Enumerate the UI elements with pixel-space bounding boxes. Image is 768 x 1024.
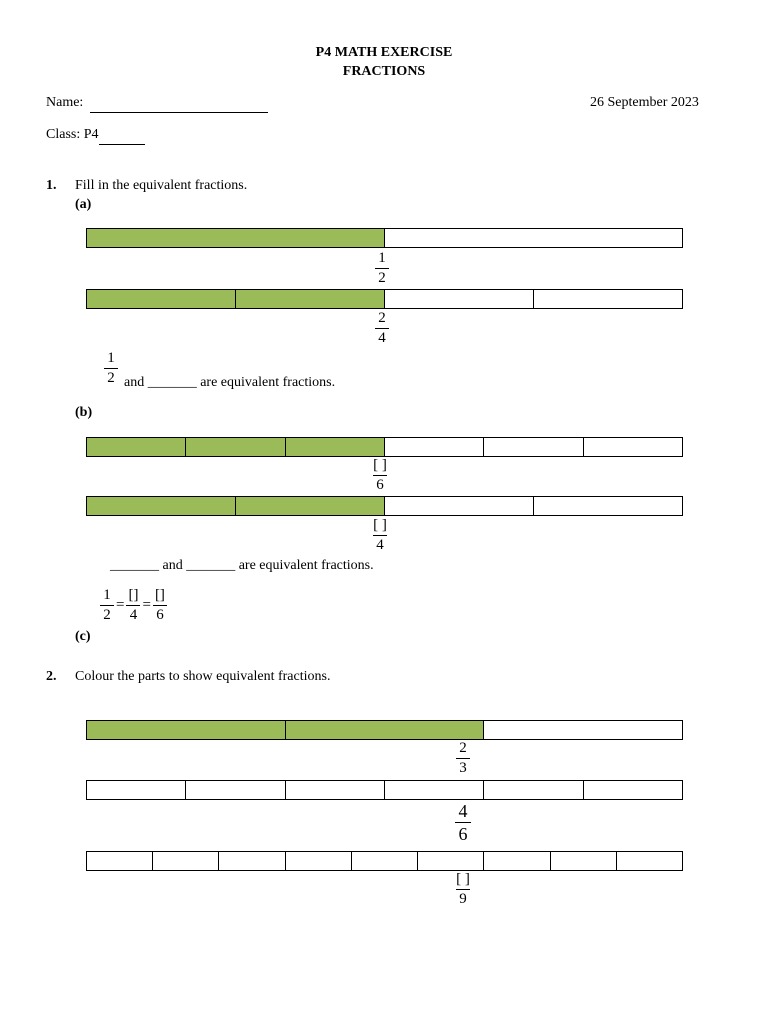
unshaded-part <box>385 229 682 247</box>
q2-fraction-two-thirds <box>456 740 470 777</box>
fraction-bar <box>456 889 470 890</box>
fraction-bar <box>104 368 118 369</box>
shaded-part <box>186 438 285 456</box>
q1-number: 1. <box>46 178 57 193</box>
fraction-bar <box>375 268 389 269</box>
fraction-numerator: 1 <box>378 250 386 266</box>
unshaded-part <box>385 438 484 456</box>
unshaded-part[interactable] <box>385 781 484 799</box>
unshaded-part[interactable] <box>551 852 617 870</box>
fraction-bar <box>455 822 471 823</box>
q1a-bar-quarters <box>86 289 683 309</box>
q1b-label: (b) <box>75 405 93 420</box>
unshaded-part[interactable] <box>418 852 484 870</box>
fraction-denominator: 4 <box>376 537 384 553</box>
q1a-bar-halves <box>86 228 683 248</box>
fraction-numerator: 1 <box>103 587 111 603</box>
shaded-part <box>87 721 286 739</box>
unshaded-part <box>534 290 682 308</box>
statement-text: are equivalent fractions. <box>238 558 374 573</box>
and-text: and <box>162 558 183 573</box>
unshaded-part <box>584 438 682 456</box>
fraction-numerator-blank[interactable]: [] <box>154 587 165 603</box>
shaded-part <box>87 438 186 456</box>
fraction-denominator: 3 <box>459 760 467 776</box>
fraction-denominator: 2 <box>103 607 111 623</box>
unshaded-part[interactable] <box>484 852 550 870</box>
class-label: Class: P4 <box>46 127 99 142</box>
q2-fraction-four-sixths <box>455 801 471 844</box>
fraction-numerator-blank[interactable]: [] <box>128 587 139 603</box>
equation-fraction-1 <box>100 587 114 624</box>
fraction-denominator: 4 <box>129 607 138 623</box>
fraction-denominator: 6 <box>458 824 468 844</box>
q1b-fraction-sixths <box>373 457 387 494</box>
q1a-label: (a) <box>75 197 92 212</box>
fraction-numerator: 1 <box>107 350 115 366</box>
fraction-numerator-blank[interactable]: [ ] <box>456 871 470 887</box>
equation-fraction-3 <box>153 587 167 624</box>
shaded-part <box>286 721 485 739</box>
unshaded-part[interactable] <box>352 852 418 870</box>
shaded-part <box>236 290 385 308</box>
q1b-fraction-quarters <box>373 517 387 554</box>
unshaded-part[interactable] <box>153 852 219 870</box>
shaded-part <box>87 290 236 308</box>
fraction-denominator: 2 <box>378 270 386 286</box>
q1a-statement <box>124 374 335 392</box>
q1b-bar-sixths <box>86 437 683 457</box>
fraction-bar <box>373 535 387 536</box>
statement-text: are equivalent fractions. <box>200 375 336 390</box>
worksheet-subtitle: FRACTIONS <box>342 64 426 79</box>
answer-blank[interactable]: _______ <box>147 375 197 390</box>
answer-blank[interactable]: _______ <box>110 558 159 573</box>
class-row <box>46 126 145 145</box>
q2-prompt: Colour the parts to show equivalent fractions. <box>75 669 331 684</box>
fraction-numerator: 2 <box>378 310 386 326</box>
unshaded-part <box>484 721 682 739</box>
equals-sign: = <box>142 597 151 613</box>
q1b-bar-quarters <box>86 496 683 516</box>
fraction-bar <box>373 475 387 476</box>
worksheet-title: P4 MATH EXERCISE <box>315 45 453 60</box>
q1b-statement <box>110 557 374 575</box>
unshaded-part <box>484 438 583 456</box>
q2-number: 2. <box>46 669 57 684</box>
unshaded-part[interactable] <box>219 852 285 870</box>
q1c-label: (c) <box>75 629 91 644</box>
q1a-fraction-one-half <box>375 250 389 287</box>
class-field[interactable] <box>99 126 145 145</box>
fraction-denominator: 2 <box>107 370 115 386</box>
unshaded-part[interactable] <box>87 852 153 870</box>
q2-bar-sixths[interactable] <box>86 780 683 800</box>
answer-blank[interactable]: _______ <box>186 558 236 573</box>
fraction-numerator: 2 <box>459 740 467 756</box>
name-row <box>46 94 268 113</box>
unshaded-part[interactable] <box>87 781 186 799</box>
fraction-numerator-blank[interactable]: [ ] <box>373 517 387 533</box>
shaded-part <box>87 229 385 247</box>
equation-fraction-2 <box>126 587 140 624</box>
q1a-statement-fraction <box>104 350 118 387</box>
q2-fraction-ninths <box>456 871 470 908</box>
unshaded-part <box>385 290 534 308</box>
shaded-part <box>87 497 236 515</box>
name-field[interactable] <box>90 94 268 113</box>
shaded-part <box>236 497 385 515</box>
unshaded-part[interactable] <box>484 781 583 799</box>
shaded-part <box>286 438 385 456</box>
q2-bar-thirds <box>86 720 683 740</box>
fraction-bar <box>375 328 389 329</box>
fraction-numerator: 4 <box>458 801 468 821</box>
q1b-equation <box>100 587 167 624</box>
fraction-denominator: 4 <box>378 330 386 346</box>
fraction-bar <box>456 758 470 759</box>
unshaded-part <box>385 497 534 515</box>
q2-bar-ninths[interactable] <box>86 851 683 871</box>
q1-prompt: Fill in the equivalent fractions. <box>75 178 248 193</box>
equals-sign: = <box>116 597 125 613</box>
fraction-bar <box>126 605 140 606</box>
unshaded-part[interactable] <box>286 781 385 799</box>
unshaded-part <box>534 497 682 515</box>
unshaded-part[interactable] <box>617 852 682 870</box>
fraction-denominator: 6 <box>156 607 164 623</box>
and-text: and <box>124 375 145 390</box>
fraction-bar <box>153 605 167 606</box>
unshaded-part[interactable] <box>286 852 352 870</box>
date-text: 26 September 2023 <box>590 95 699 110</box>
q1a-fraction-two-quarters <box>375 310 389 347</box>
unshaded-part[interactable] <box>186 781 285 799</box>
fraction-denominator: 9 <box>459 891 467 907</box>
fraction-bar <box>100 605 114 606</box>
fraction-numerator-blank[interactable]: [ ] <box>373 457 387 473</box>
name-label: Name: <box>46 95 84 110</box>
fraction-denominator: 6 <box>376 477 384 493</box>
unshaded-part[interactable] <box>584 781 682 799</box>
